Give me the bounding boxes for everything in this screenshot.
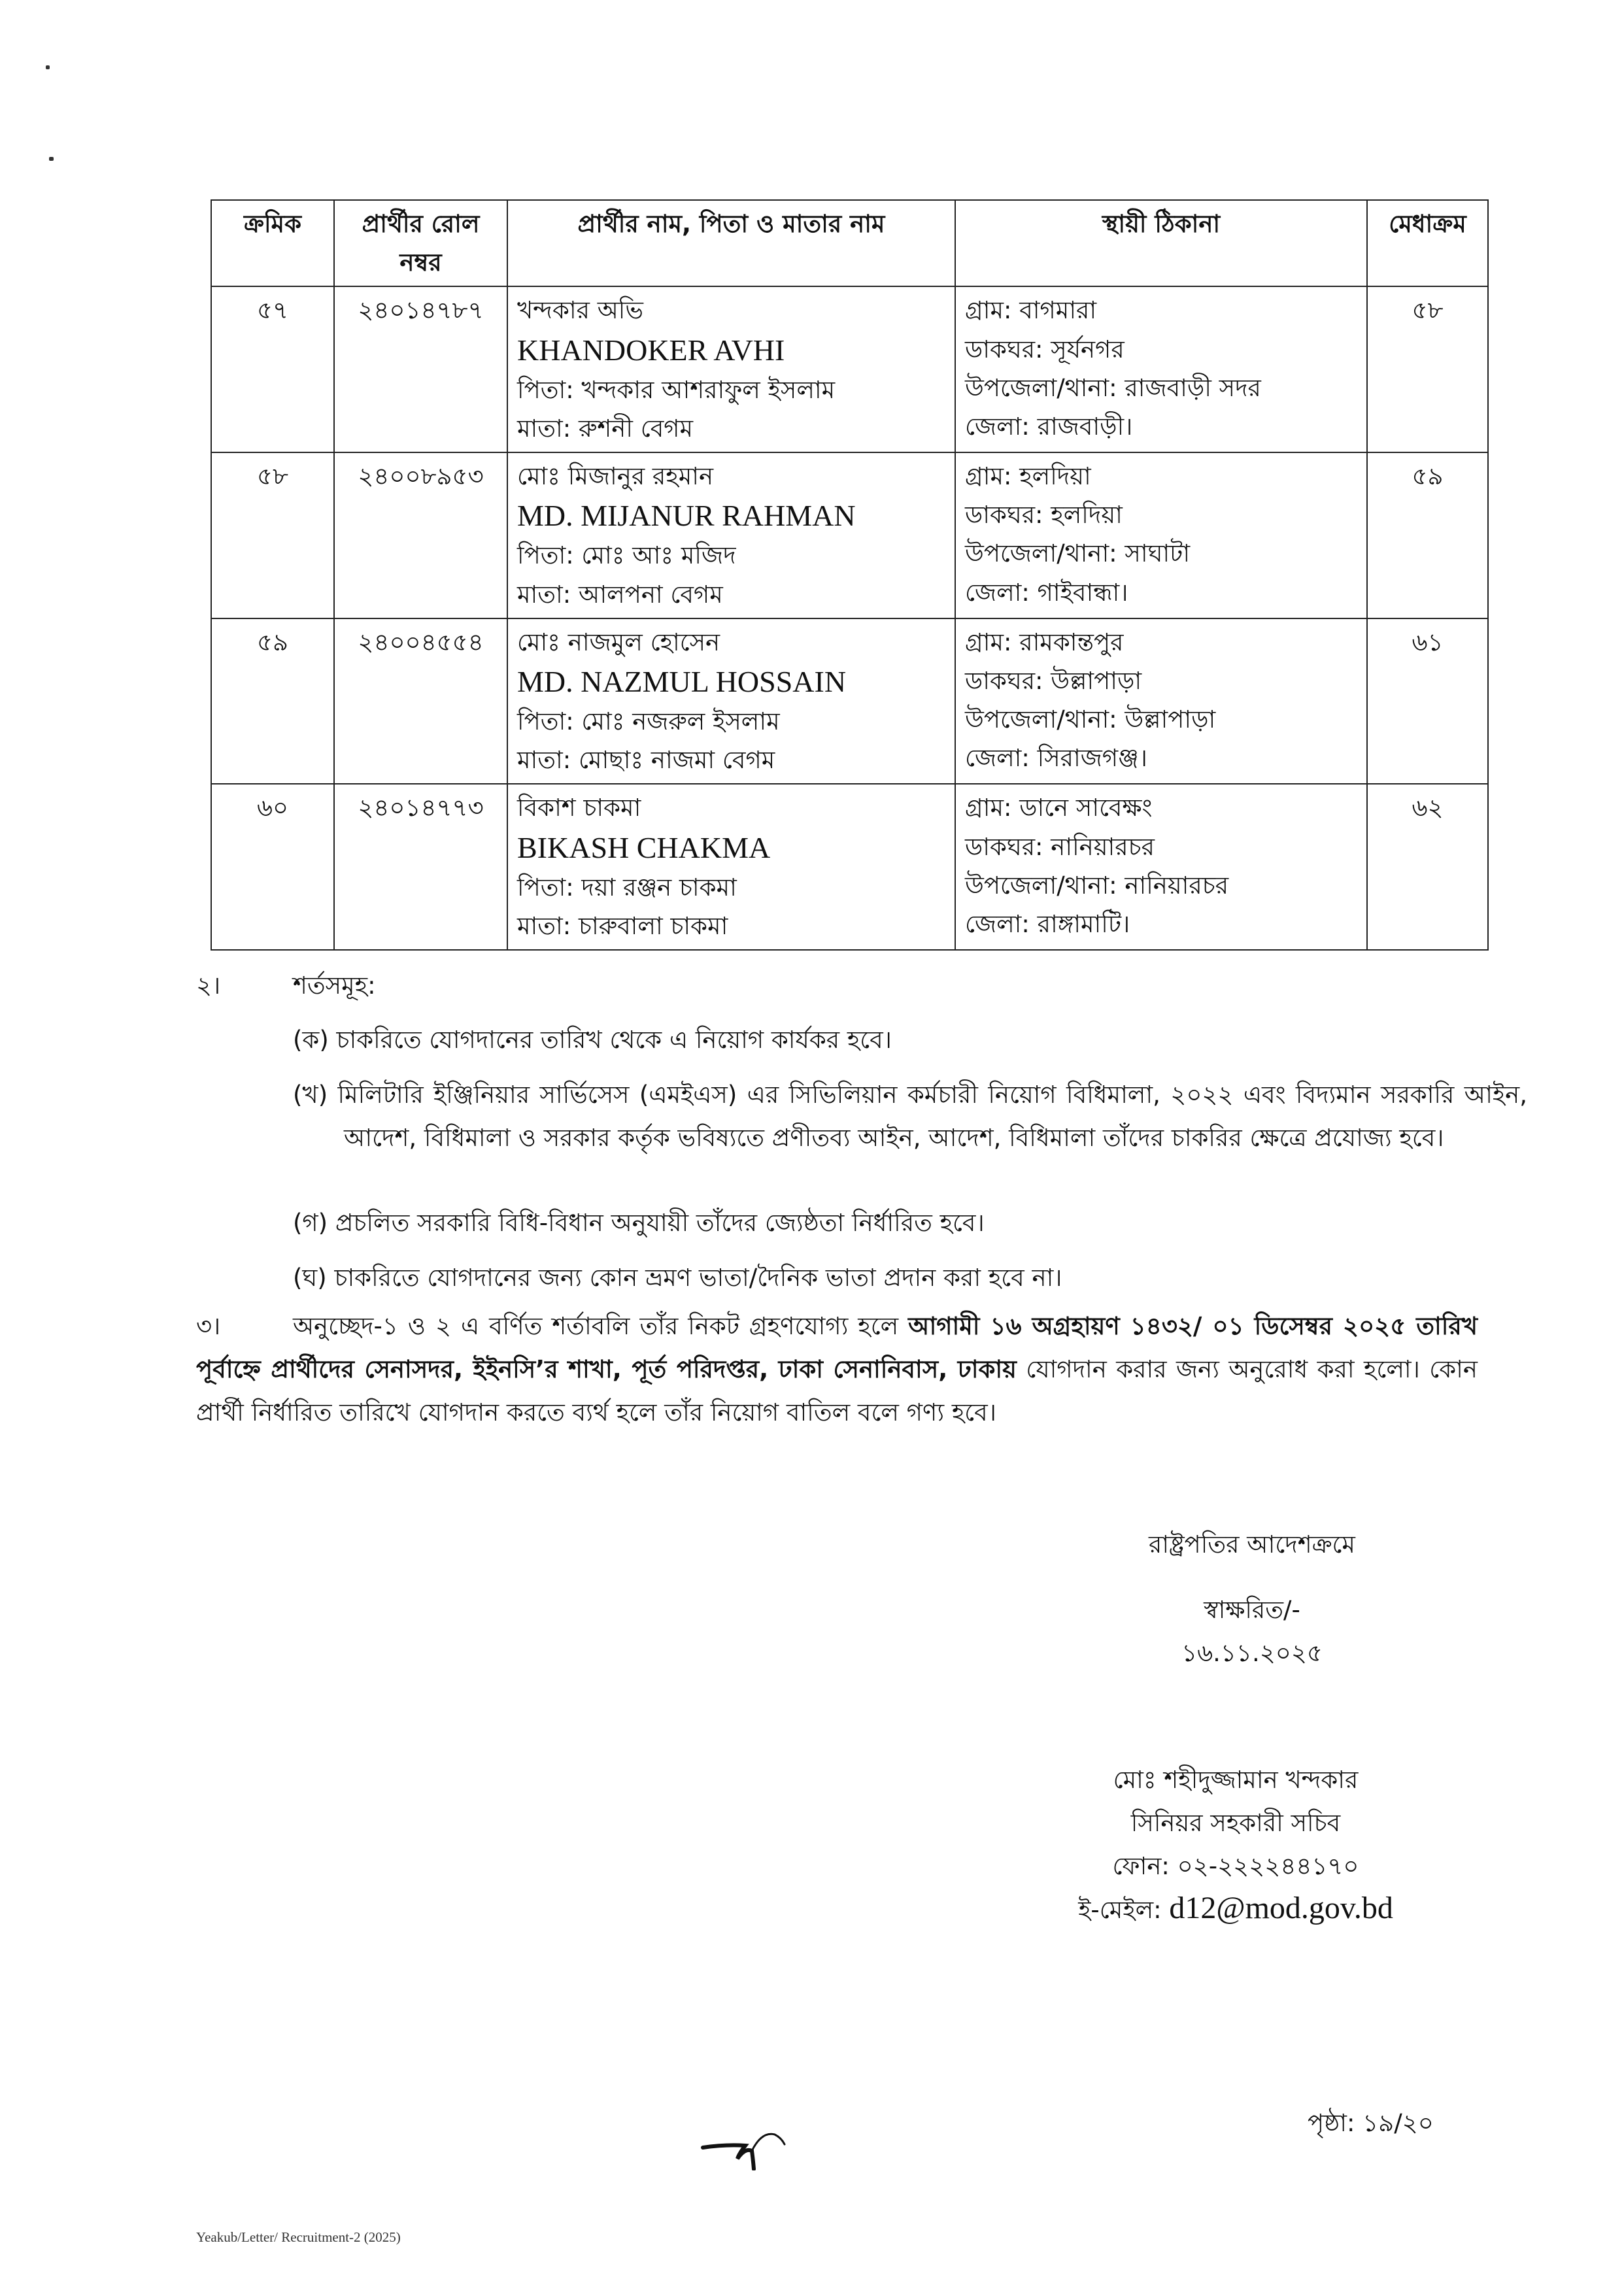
- roll-cell: ২৪০১৪৭৭৩: [334, 784, 507, 950]
- father-name: পিতা: মোঃ আঃ মজিদ: [517, 541, 736, 570]
- name-cell: [507, 784, 955, 950]
- order-line: রাষ্ট্রপতির আদেশক্রমে: [1149, 1530, 1355, 1559]
- address-village: গ্রাম: ডানে সাবেক্ষং: [965, 794, 1153, 822]
- signatory-email: [1007, 1887, 1464, 1932]
- father-name: পিতা: খন্দকার আশরাফুল ইসলাম: [517, 375, 836, 404]
- scan-speck: [46, 65, 50, 69]
- section-2-heading: শর্তসমূহ:: [293, 971, 376, 1000]
- table-row: [211, 452, 1488, 618]
- address-cell: [955, 286, 1367, 452]
- mother-name: মাতা: মোছাঃ নাজমা বেগম: [517, 746, 775, 775]
- mother-name: মাতা: রুশনী বেগম: [517, 414, 694, 443]
- email-address: d12@mod.gov.bd: [1169, 1891, 1393, 1925]
- address-village: গ্রাম: বাগমারা: [965, 296, 1097, 325]
- address-district: জেলা: রাজবাড়ী।: [965, 412, 1133, 441]
- address-upazila: উপজেলা/থানা: নানিয়ারচর: [965, 871, 1229, 900]
- address-post: ডাকঘর: উল্লাপাড়া: [965, 666, 1142, 695]
- name-bn: বিকাশ চাকমা: [517, 794, 641, 822]
- name-cell: [507, 618, 955, 784]
- footer-reference: Yeakub/Letter/ Recruitment-2 (2025): [196, 2229, 401, 2245]
- scan-speck: [49, 157, 54, 161]
- address-district: জেলা: রাঙ্গামাটি।: [965, 909, 1130, 938]
- header-roll: প্রার্থীর রোল নম্বর: [334, 200, 507, 286]
- roll-cell: ২৪০১৪৭৮৭: [334, 286, 507, 452]
- address-post: ডাকঘর: নানিয়ারচর: [965, 832, 1155, 861]
- serial-cell: ৬০: [211, 784, 334, 950]
- address-post: ডাকঘর: হলদিয়া: [965, 501, 1123, 530]
- condition-ka: (ক) চাকরিতে যোগদানের তারিখ থেকে এ নিয়োগ কার্যকর হবে।: [293, 1026, 892, 1054]
- name-en: MD. MIJANUR RAHMAN: [517, 499, 856, 533]
- name-bn: মোঃ মিজানুর রহমান: [517, 462, 714, 491]
- merit-cell: ৬১: [1367, 618, 1488, 784]
- condition-gha: (ঘ) চাকরিতে যোগদানের জন্য কোন ভ্রমণ ভাতা/দৈনিক ভাতা প্রদান করা হবে না।: [293, 1264, 1062, 1292]
- initials-signature-icon: [700, 2112, 830, 2170]
- section-3: [196, 1305, 1478, 1434]
- header-merit: মেধাক্রম: [1367, 200, 1488, 286]
- serial-cell: ৫৯: [211, 618, 334, 784]
- name-bn: মোঃ নাজমুল হোসেন: [517, 628, 720, 656]
- address-cell: [955, 784, 1367, 950]
- merit-cell: ৬২: [1367, 784, 1488, 950]
- address-district: জেলা: গাইবান্ধা।: [965, 578, 1128, 607]
- table-header-row: [211, 200, 1488, 286]
- roll-cell: ২৪০০৪৫৫৪: [334, 618, 507, 784]
- condition-ga: (গ) প্রচলিত সরকারি বিধি-বিধান অনুযায়ী তাঁদের জ্যেষ্ঠতা নির্ধারিত হবে।: [293, 1209, 985, 1237]
- mother-name: মাতা: চারুবালা চাকমা: [517, 911, 728, 940]
- name-en: KHANDOKER AVHI: [517, 333, 785, 367]
- table-row: [211, 618, 1488, 784]
- header-name: প্রার্থীর নাম, পিতা ও মাতার নাম: [507, 200, 955, 286]
- father-name: পিতা: মোঃ নজরুল ইসলাম: [517, 707, 780, 735]
- name-cell: [507, 286, 955, 452]
- section-3-text-after: যোগদান করার জন্য অনুরোধ করা হলো। কোন প্রার্থী নির্ধারিত তারিখে যোগদান করতে ব্যর্থ হলে তাঁর নিয়োগ বাতিল বলে গণ্য হবে।: [196, 1355, 1478, 1426]
- section-3-number: ৩।: [196, 1312, 221, 1340]
- table-row: [211, 784, 1488, 950]
- father-name: পিতা: দয়া রঞ্জন চাকমা: [517, 873, 737, 902]
- address-upazila: উপজেলা/থানা: রাজবাড়ী সদর: [965, 373, 1261, 402]
- serial-cell: ৫৮: [211, 452, 334, 618]
- roll-cell: ২৪০০৮৯৫৩: [334, 452, 507, 618]
- signature-date: ১৬.১১.২০২৫: [1181, 1639, 1323, 1667]
- name-en: MD. NAZMUL HOSSAIN: [517, 664, 847, 698]
- table-row: [211, 286, 1488, 452]
- header-address: স্থায়ী ঠিকানা: [955, 200, 1367, 286]
- name-cell: [507, 452, 955, 618]
- address-district: জেলা: সিরাজগঞ্জ।: [965, 744, 1147, 773]
- name-bn: খন্দকার অভি: [517, 296, 643, 325]
- mother-name: মাতা: আলপনা বেগম: [517, 580, 723, 609]
- page-number: পৃষ্ঠা: ১৯/২০: [1308, 2109, 1434, 2137]
- serial-cell: ৫৭: [211, 286, 334, 452]
- email-label: ই-মেইল:: [1078, 1896, 1170, 1924]
- merit-cell: ৫৯: [1367, 452, 1488, 618]
- condition-kha-text: (খ) মিলিটারি ইঞ্জিনিয়ার সার্ভিসেস (এমইএস) এর সিভিলিয়ান কর্মচারী নিয়োগ বিধিমালা, ২০২২ এবং বিদ্যমান সরকারি আইন, আদেশ, বিধিমালা ও সরকার কর্তৃক ভবিষ্যতে প্রণীতব্য আইন, আদেশ, বিধিমালা তাঁদের চাকরির ক্ষেত্রে প্রযোজ্য হবে।: [293, 1081, 1527, 1152]
- address-post: ডাকঘর: সূর্যনগর: [965, 335, 1125, 363]
- signed-label: স্বাক্ষরিত/-: [1204, 1596, 1300, 1624]
- merit-cell: ৫৮: [1367, 286, 1488, 452]
- header-serial: ক্রমিক: [211, 200, 334, 286]
- section-3-joining-details: আগামী ১৬ অগ্রহায়ণ ১৪৩২/ ০১ ডিসেম্বর ২০২৫ তারিখ পূর্বাহ্নে প্রার্থীদের সেনাসদর, ইইনসি’র শাখা, পূর্ত পরিদপ্তর, ঢাকা সেনানিবাস, ঢাকায়: [196, 1312, 1478, 1383]
- candidate-table: [211, 199, 1489, 951]
- condition-kha: [293, 1073, 1527, 1160]
- address-upazila: উপজেলা/থানা: সাঘাটা: [965, 539, 1191, 568]
- signatory-designation: সিনিয়র সহকারী সচিব: [1130, 1809, 1341, 1837]
- name-en: BIKASH CHAKMA: [517, 830, 771, 864]
- address-cell: [955, 452, 1367, 618]
- section-2-number: ২।: [196, 971, 221, 1000]
- section-3-text-before: অনুচ্ছেদ-১ ও ২ এ বর্ণিত শর্তাবলি তাঁর নিকট গ্রহণযোগ্য হলে: [293, 1312, 909, 1340]
- address-village: গ্রাম: রামকান্তপুর: [965, 628, 1124, 656]
- signatory-name: মোঃ শহীদুজ্জামান খন্দকার: [1113, 1766, 1359, 1794]
- address-village: গ্রাম: হলদিয়া: [965, 462, 1091, 491]
- signatory-phone: ফোন: ০২-২২২২৪৪১৭০: [1112, 1852, 1359, 1880]
- address-cell: [955, 618, 1367, 784]
- address-upazila: উপজেলা/থানা: উল্লাপাড়া: [965, 705, 1216, 734]
